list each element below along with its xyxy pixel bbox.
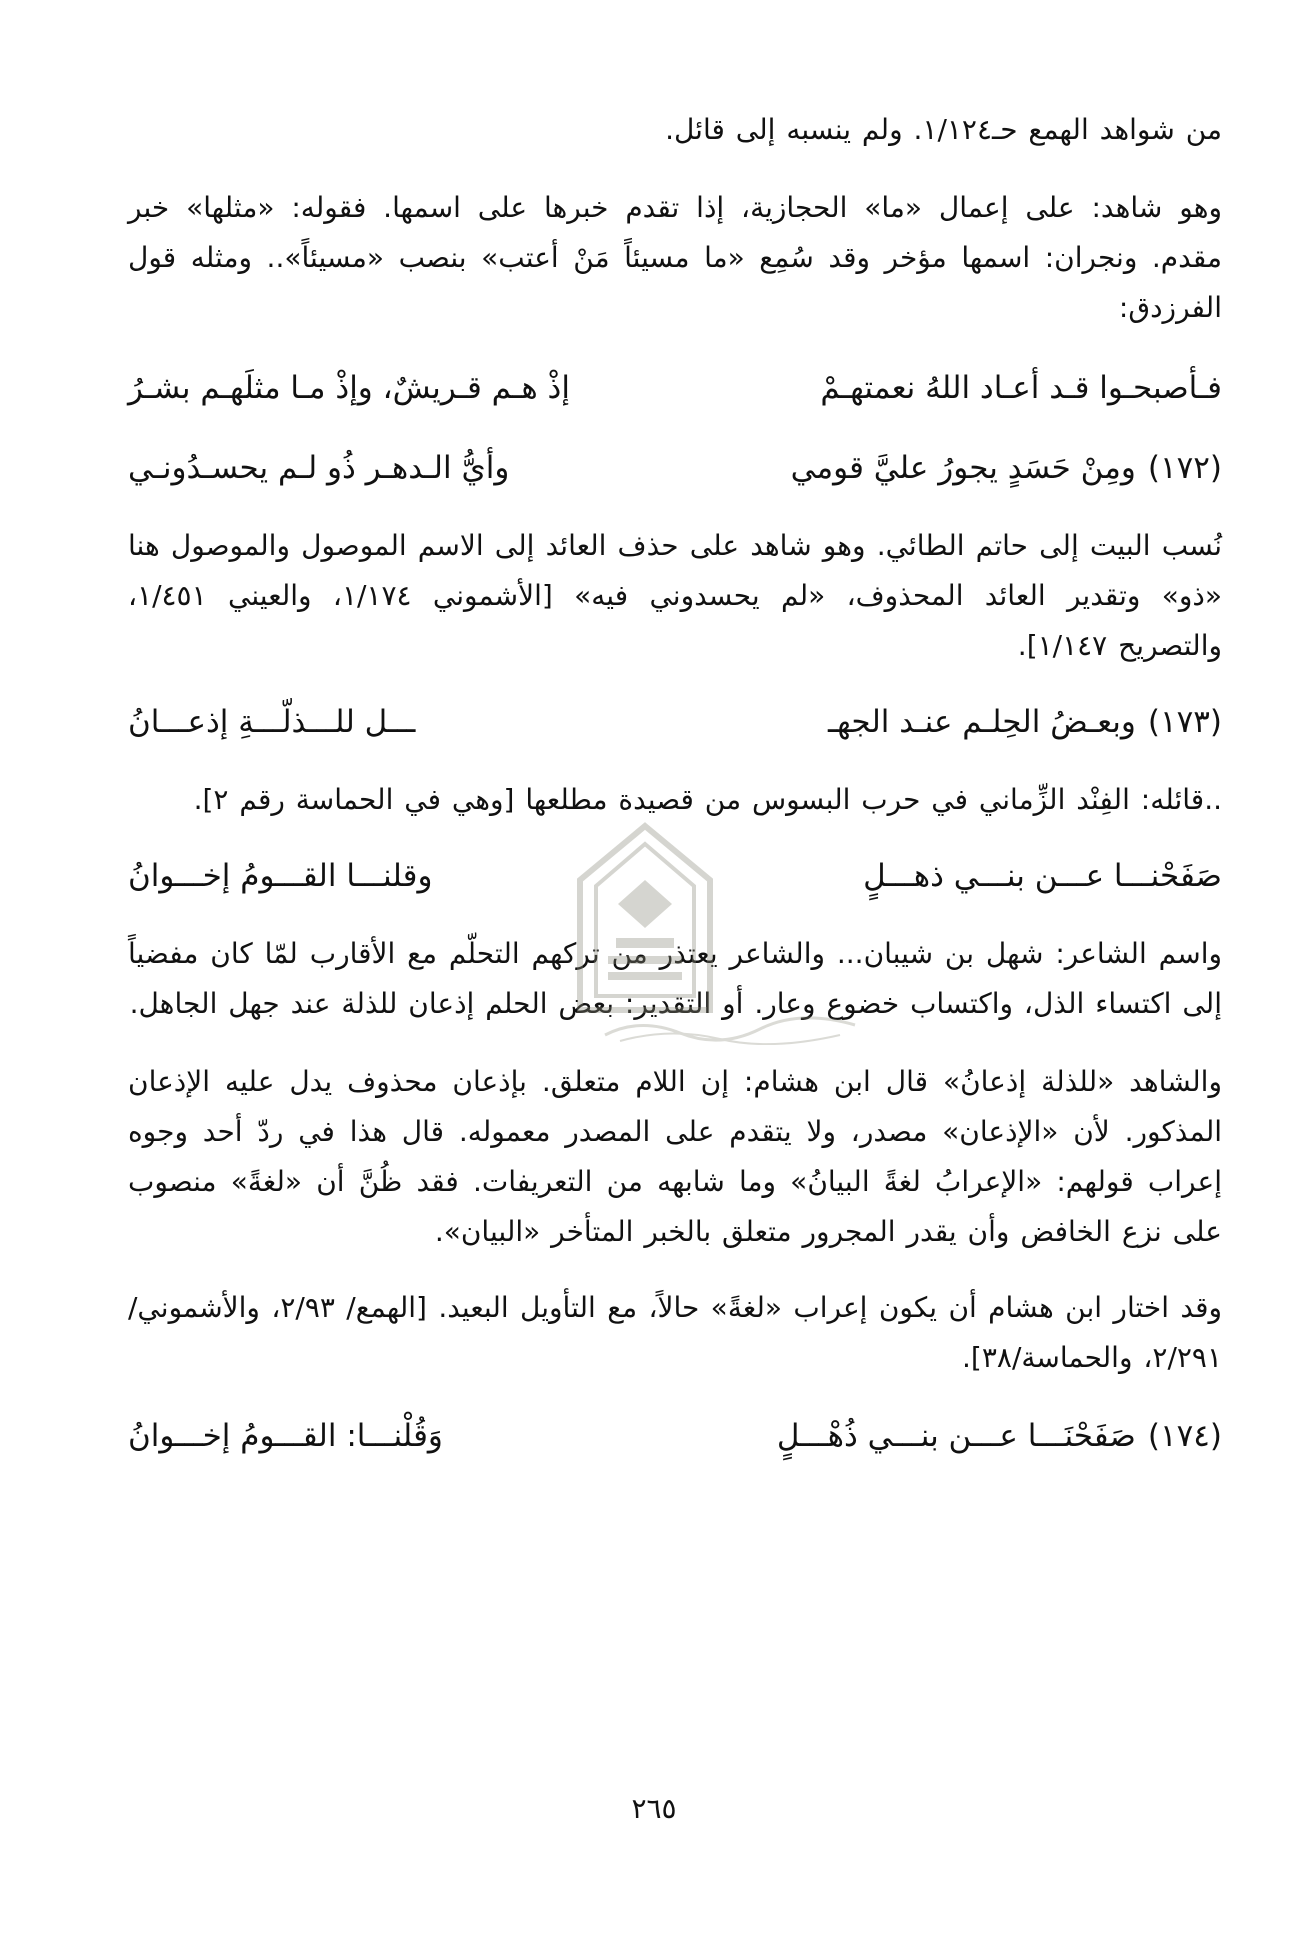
- verse-attribution: ..قائله: الفِنْد الزِّماني في حرب البسوس من قصيدة مطلعها [وهي في الحماسة رقم ٢].: [193, 783, 1222, 816]
- verse-173: [128, 695, 1222, 749]
- verse-hemistich-right: [828, 695, 1222, 749]
- verse-number: (١٧٢): [1147, 450, 1222, 486]
- verse-number: (١٧٤): [1147, 1418, 1222, 1454]
- verse-hemistich-left: وأيُّ الـدهـر ذُو لـم يحسـدُونـي: [128, 450, 510, 486]
- verse-174: [128, 1409, 1222, 1463]
- poet-note: واسم الشاعر: شهل بن شيبان... والشاعر يعتذر من تركهم التحلّم مع الأقارب لمّا كان مفضياً إلى اكتساء الذل، واكتساب خضوع وعار. أو التقدير: بعض الحلم إذعان للذلة عند جهل الجاهل.: [128, 937, 1222, 1020]
- verse-hemistich-left: وقلنـــا القـــومُ إخـــوانُ: [128, 858, 433, 894]
- verse-hemistich-right: صَفَحْنـــا عـــن بنـــي ذهـــلٍ: [863, 858, 1222, 894]
- verse-hemistich-right: فـأصبحـوا قـد أعـاد اللهُ نعمتهـمْ: [820, 370, 1222, 406]
- verse-text: صَفَحْنَـــا عـــن بنـــي ذُهْـــلٍ: [776, 1418, 1136, 1454]
- source-note: من شواهد الهمع حـ١/١٢٤. ولم ينسبه إلى قائل.: [665, 113, 1222, 146]
- verse-text: ومِنْ حَسَدٍ يجورُ عليَّ قومي: [790, 450, 1136, 486]
- library-seal-watermark: [560, 820, 730, 1020]
- verse-hemistich-left: إذْ هـم قـريشٌ، وإذْ مـا مثلَهـم بشـرُ: [128, 370, 570, 406]
- grammatical-commentary: وقد اختار ابن هشام أن يكون إعراب «لغةً» حالاً، مع التأويل البعيد. [الهمع/ ٢/٩٣، والأشموني/ ٢/٢٩١، والحماسة/٣٨].: [128, 1291, 1222, 1374]
- grammatical-commentary: والشاهد «للذلة إذعانُ» قال ابن هشام: إن اللام متعلق. بإذعان محذوف يدل عليه الإذعان المذكور. لأن «الإذعان» مصدر، ولا يتقدم على المصدر معموله. قال هذا في ردّ أحد وجوه إعراب قولهم: «الإعرابُ لغةً البيانُ» وما شابهه من التعريفات. فقد ظُنَّ أن «لغةً» منصوب على نزع الخافض وأن يقدر المجرور متعلق بالخبر المتأخر «البيان».: [128, 1065, 1222, 1248]
- verse-attribution: نُسب البيت إلى حاتم الطائي. وهو شاهد على حذف العائد إلى الاسم الموصول والموصول هنا «ذو» وتقدير العائد المحذوف، «لم يحسدوني فيه» [الأشموني ١/١٧٤، والعيني ١/٤٥١، والتصريح ١/١٤٧].: [128, 529, 1222, 662]
- verse-text: وبعـضُ الحِلـم عنـد الجهـ: [827, 704, 1136, 740]
- verse-hemistich-left: ـــل للـــذلّـــةِ إذعـــانُ: [128, 704, 416, 740]
- verse-172: [128, 441, 1222, 495]
- verse-hemistich-left: وَقُلْنـــا: القـــومُ إخـــوانُ: [128, 1418, 443, 1454]
- verse-hemistich-right: [777, 1409, 1222, 1463]
- page-number: ٢٦٥: [631, 1792, 677, 1825]
- library-seal-caption-watermark: [600, 1015, 860, 1045]
- verse-hemistich-right: [791, 441, 1222, 495]
- grammatical-commentary: وهو شاهد: على إعمال «ما» الحجازية، إذا تقدم خبرها على اسمها. فقوله: «مثلها» خبر مقدم. ونجران: اسمها مؤخر وقد سُمِع «ما مسيئاً مَنْ أعتب» بنصب «مسيئاً».. ومثله قول الفرزدق:: [128, 191, 1222, 324]
- verse-number: (١٧٣): [1147, 704, 1222, 740]
- verse-farazdaq: [128, 361, 1222, 415]
